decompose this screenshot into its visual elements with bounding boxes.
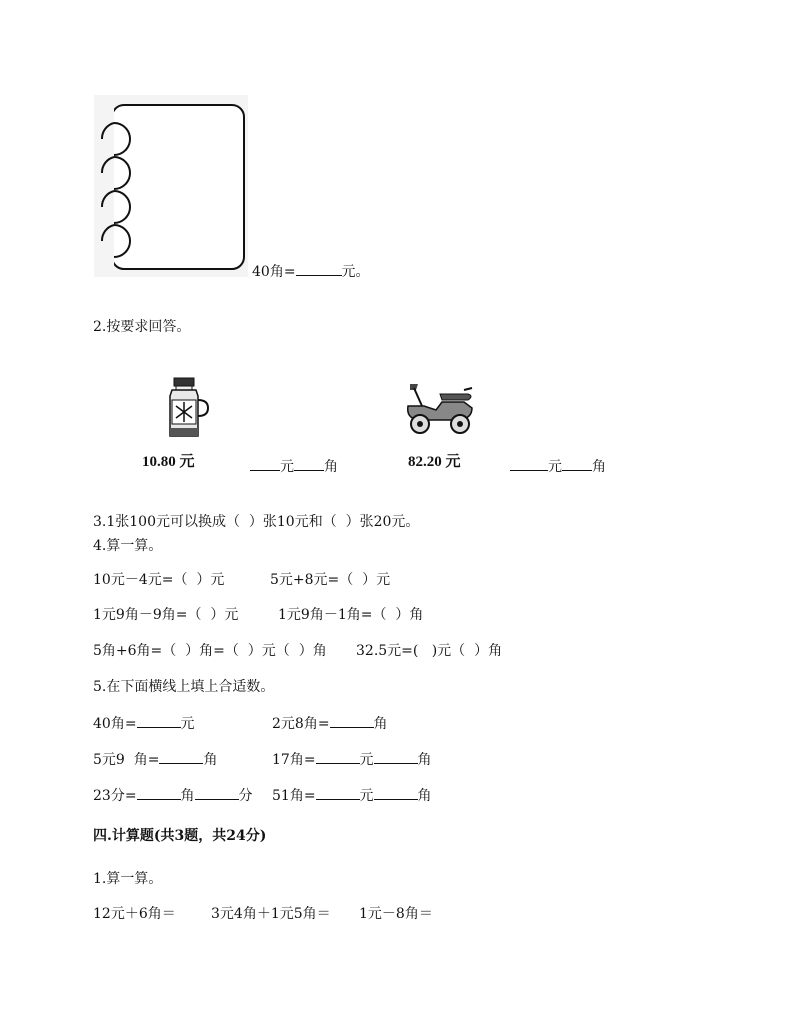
thermos-bottle-icon xyxy=(164,376,210,440)
item1-jiao-blank[interactable] xyxy=(294,457,324,471)
q1-line xyxy=(252,262,370,281)
q5-r2a-blank[interactable] xyxy=(159,750,203,764)
q5-r2b-unit-2: 角 xyxy=(417,752,432,768)
q3-text: 3.1张100元可以换成（ ）张10元和（ ）张20元。 xyxy=(93,514,420,530)
q5-r3b-blank-1[interactable] xyxy=(316,786,360,800)
q2-title: 2.按要求回答。 xyxy=(93,319,191,335)
notebook-illustration xyxy=(94,95,248,277)
q5-r3a-unit-1: 角 xyxy=(180,788,195,804)
q4-r3-c1: 5角+6角=（ ）角=（ ）元（ ）角 xyxy=(93,643,327,659)
item1-yuan-blank[interactable] xyxy=(250,457,280,471)
q5-r1b-blank[interactable] xyxy=(330,714,374,728)
scooter-icon xyxy=(402,380,478,436)
item2-jiao-unit: 角 xyxy=(592,459,606,475)
s4q1-item-1: 12元＋6角＝ xyxy=(93,906,176,922)
q5-r2b-blank-2[interactable] xyxy=(374,750,418,764)
q5-r2-a xyxy=(93,750,217,769)
q5-r3a-unit-2: 分 xyxy=(238,788,253,804)
q5-r2-b xyxy=(272,750,432,769)
q5-r3-b xyxy=(272,786,432,805)
q5-r1-a xyxy=(93,714,195,733)
q5-title: 5.在下面横线上填上合适数。 xyxy=(93,679,275,695)
q5-r2a-text: 5元9 角= xyxy=(93,752,160,768)
item2-answer-line xyxy=(510,457,606,476)
s4q1-item-2: 3元4角＋1元5角＝ xyxy=(211,906,331,922)
q4-r1-c2: 5元+8元=（ ）元 xyxy=(270,572,391,588)
q4-title: 4.算一算。 xyxy=(93,538,163,554)
q5-r2b-blank-1[interactable] xyxy=(316,750,360,764)
item2-jiao-blank[interactable] xyxy=(562,457,592,471)
item1-price: 10.80 元 xyxy=(142,454,195,470)
q5-r1-b xyxy=(272,714,388,733)
q1-text-before: 40角= xyxy=(252,264,296,280)
q5-r2b-unit-1: 元 xyxy=(359,752,374,768)
item2-yuan-blank[interactable] xyxy=(510,457,548,471)
q5-r3b-unit-2: 角 xyxy=(417,788,432,804)
item1-jiao-unit: 角 xyxy=(324,459,338,475)
q1-blank[interactable] xyxy=(296,262,342,276)
q5-r1a-blank[interactable] xyxy=(137,714,181,728)
q5-r3b-unit-1: 元 xyxy=(359,788,374,804)
q5-r1b-text: 2元8角= xyxy=(272,716,330,732)
q1-text-after: 元。 xyxy=(341,264,370,280)
q4-r3-c2: 32.5元=( )元（ ）角 xyxy=(356,643,503,659)
item1-yuan-unit: 元 xyxy=(280,459,294,475)
q5-r1a-text: 40角= xyxy=(93,716,137,732)
q5-r3a-text: 23分= xyxy=(93,788,137,804)
q5-r1a-unit: 元 xyxy=(180,716,195,732)
section4-title: 四.计算题(共3题，共24分) xyxy=(93,828,267,844)
q5-r3b-text: 51角= xyxy=(272,788,316,804)
item2-price: 82.20 元 xyxy=(408,454,461,470)
q5-r2a-unit: 角 xyxy=(203,752,218,768)
item1-answer-line xyxy=(250,457,338,476)
q4-r2-c1: 1元9角－9角=（ ）元 xyxy=(93,607,239,623)
q5-r2b-text: 17角= xyxy=(272,752,316,768)
s4q1-item-3: 1元－8角＝ xyxy=(359,906,433,922)
q5-r3a-blank-1[interactable] xyxy=(137,786,181,800)
q5-r3-a xyxy=(93,786,253,805)
q4-r1-c1: 10元－4元=（ ）元 xyxy=(93,572,225,588)
q4-r2-c2: 1元9角－1角=（ ）角 xyxy=(278,607,424,623)
item2-yuan-unit: 元 xyxy=(548,459,562,475)
q5-r3b-blank-2[interactable] xyxy=(374,786,418,800)
q5-r3a-blank-2[interactable] xyxy=(195,786,239,800)
s4q1-title: 1.算一算。 xyxy=(93,871,163,887)
q5-r1b-unit: 角 xyxy=(373,716,388,732)
